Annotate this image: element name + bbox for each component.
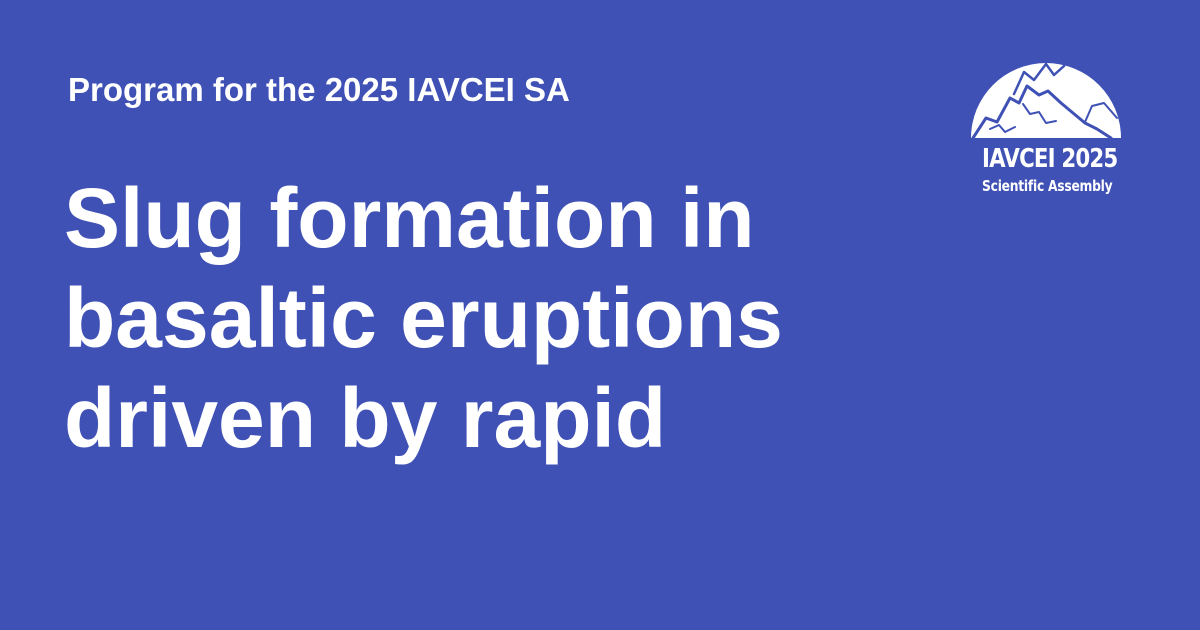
logo-main-text: IAVCEI 2025 (982, 144, 1118, 174)
iavcei-2025-logo (966, 56, 1126, 206)
talk-title (64, 168, 884, 468)
talk-title-line-2: basaltic eruptions (64, 271, 783, 365)
talk-title-line-3: driven by rapid (64, 371, 667, 465)
talk-title-line-1: Slug formation in (64, 171, 755, 265)
logo-sub-text: Scientific Assembly (982, 177, 1113, 195)
program-subtitle: Program for the 2025 IAVCEI SA (68, 71, 570, 108)
